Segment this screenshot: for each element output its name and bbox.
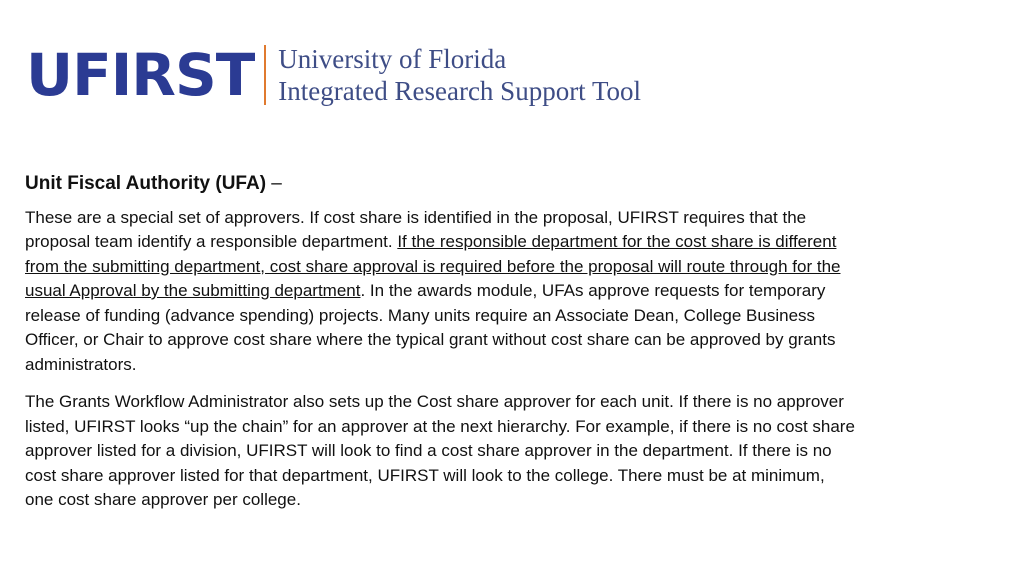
- ufirst-logo: [26, 42, 641, 108]
- logo-mark: UFIRST: [26, 41, 255, 109]
- heading-title: Unit Fiscal Authority (UFA): [25, 173, 267, 194]
- logo-line-tool: Integrated Research Support Tool: [278, 76, 642, 106]
- section-heading: [25, 172, 855, 197]
- paragraph-workflow-admin: The Grants Workflow Administrator also sets up the Cost share approver for each unit. If there is no approver listed, UFIRST looks “up the chain” for an approver at the next hierarchy. For example, if there is no cost share approver listed for a division, UFIRST will look to find a cost share approver in the department. If there is no cost share approver listed for that department, UFIRST will look to the college. There must be at minimum, one cost share approver per college.: [25, 392, 855, 509]
- paragraph-ufa-description: [25, 206, 855, 378]
- logo-text: [278, 43, 641, 107]
- logo-divider: [264, 45, 266, 105]
- slide-content: [25, 172, 855, 526]
- paragraph1-underlined: If the responsible department for the cost share is different from the submitting department, cost share approval is required before the proposal will route through for the usual Approval by the submitting department: [25, 232, 841, 300]
- heading-dash: –: [266, 173, 282, 194]
- paragraph1-part2: . In the awards module, UFAs approve requests for temporary release of funding (advance spending) projects. Many units require an Associate Dean, College Business Officer, or Chair to approve cost share where the typical grant without cost share can be approved by grants administrators.: [25, 281, 836, 374]
- logo-line-university: University of Florida: [278, 44, 507, 74]
- paragraph1-part1: These are a special set of approvers. If cost share is identified in the proposal, UFIRST requires that the proposal team identify a responsible department.: [25, 207, 807, 251]
